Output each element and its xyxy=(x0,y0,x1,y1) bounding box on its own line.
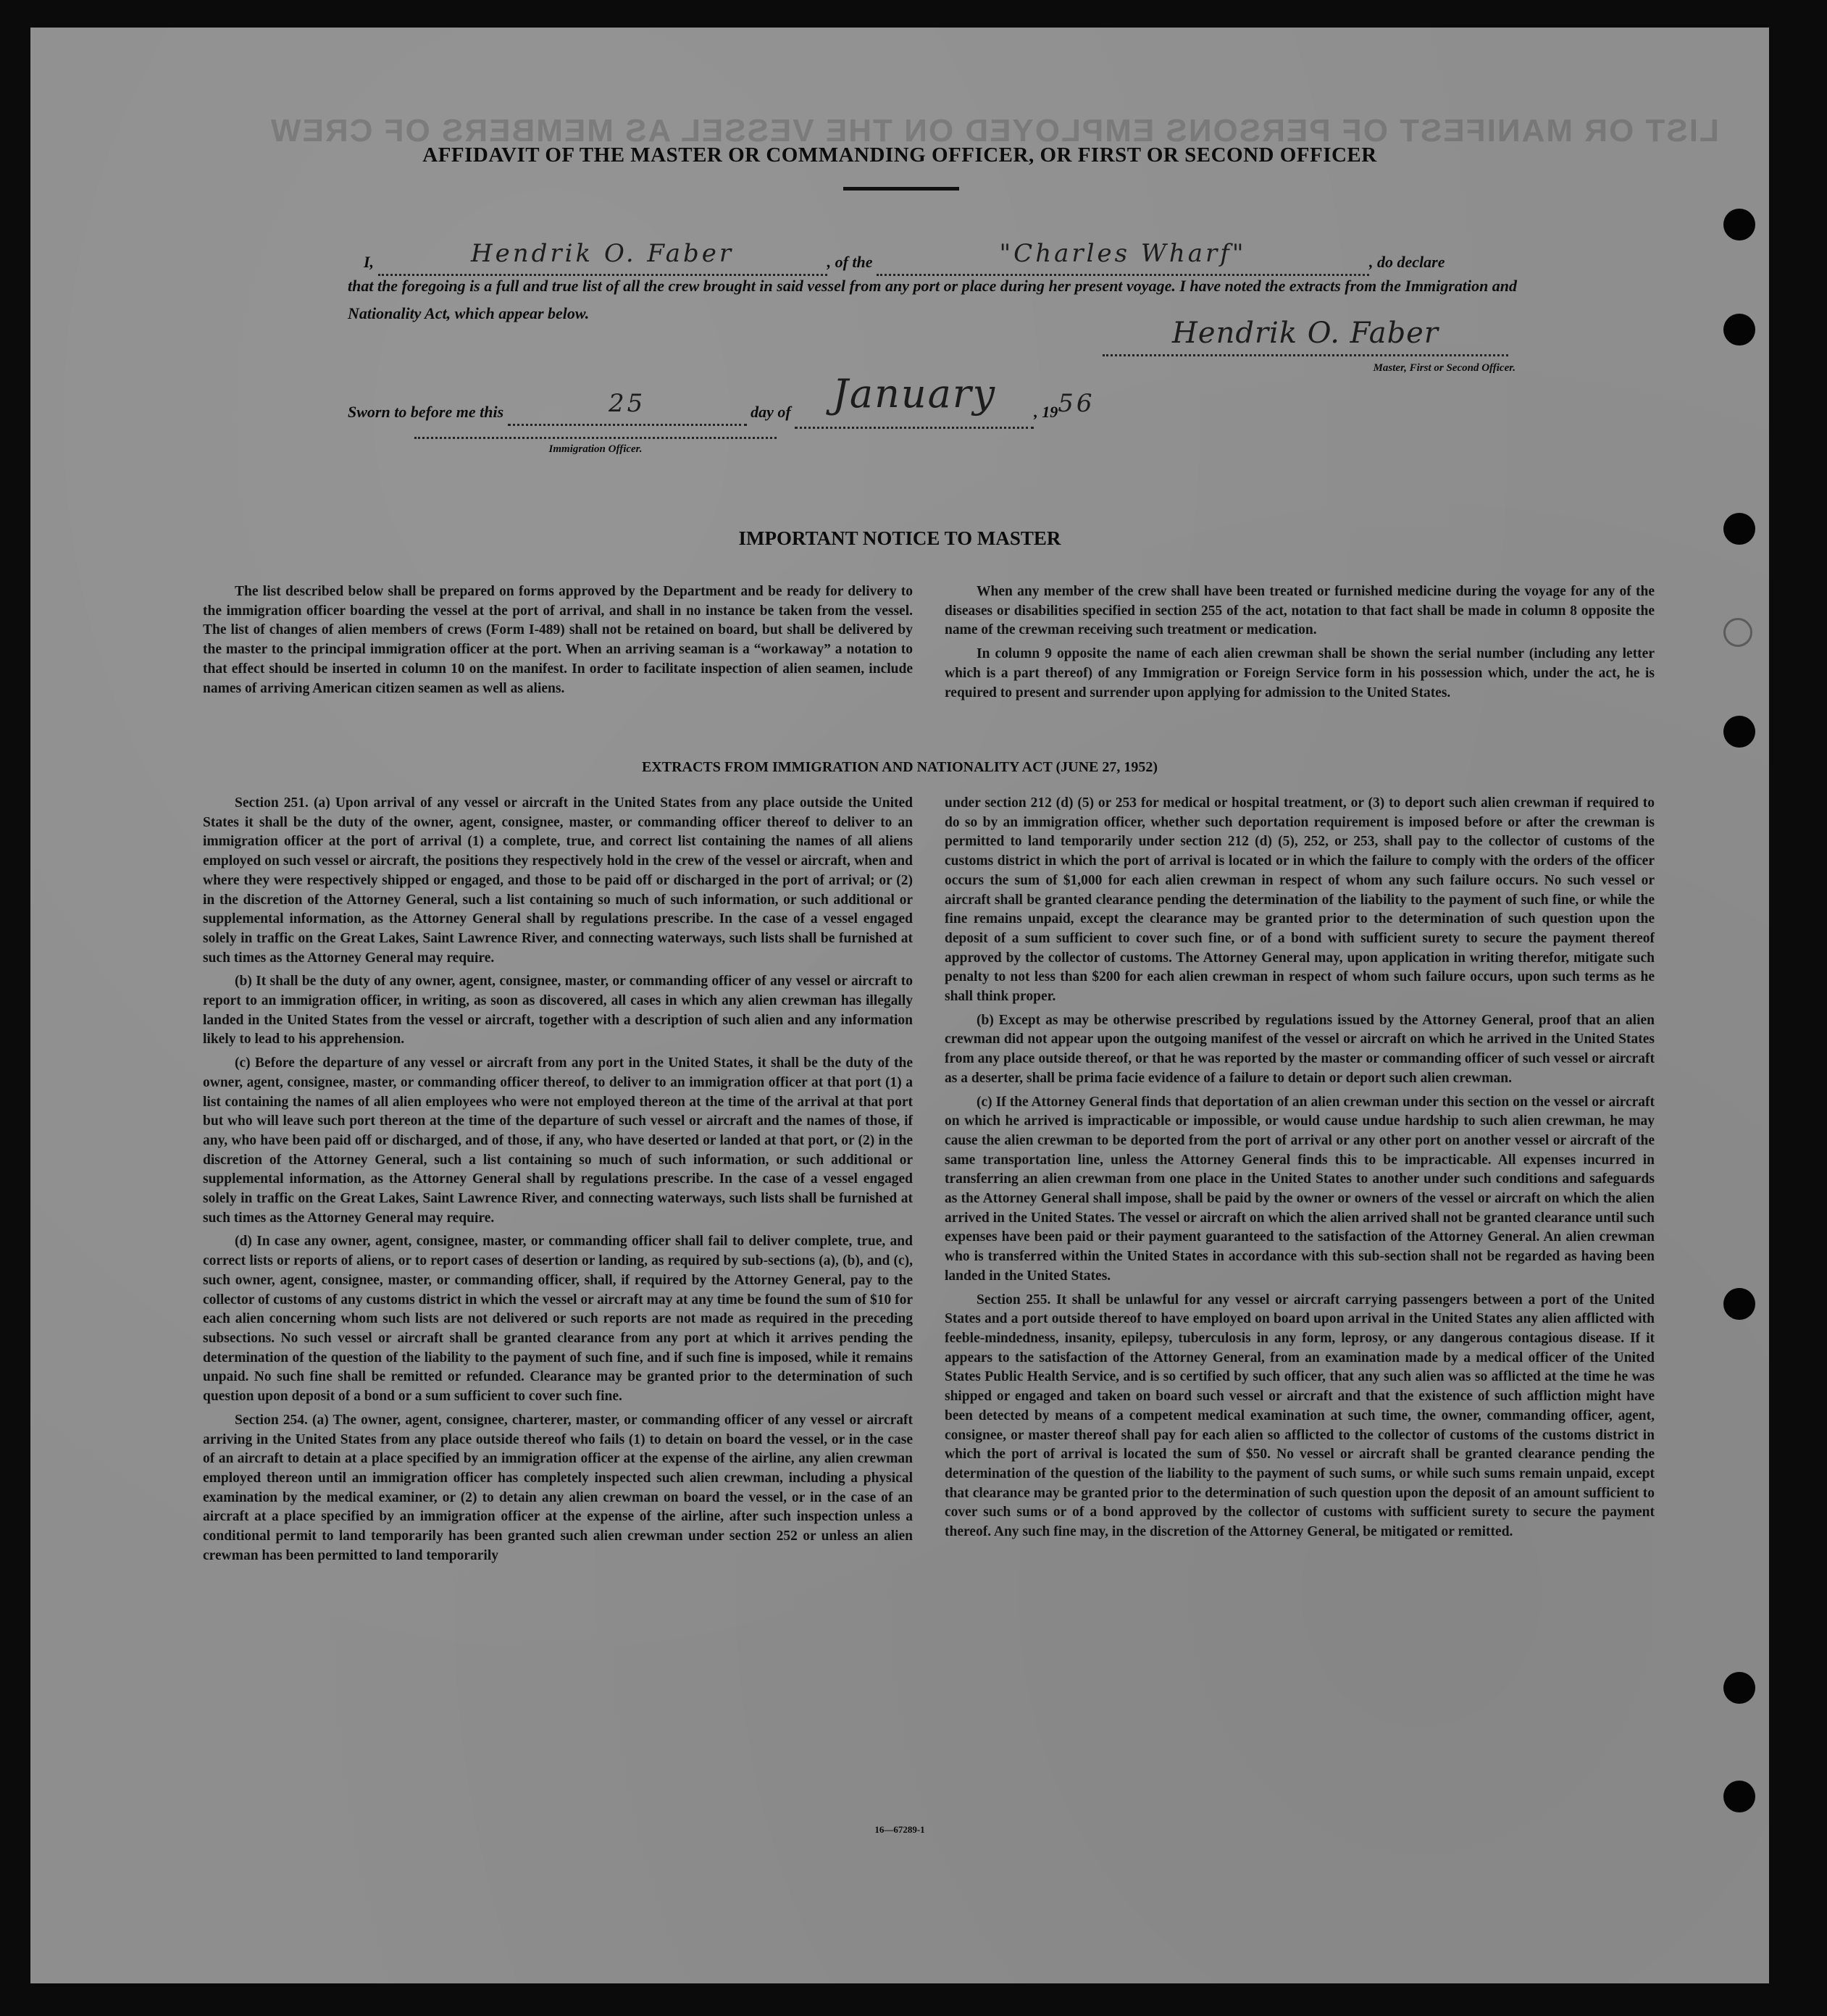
sworn-label: Sworn to before me this xyxy=(348,403,504,421)
of-the-label: , of the xyxy=(827,253,873,271)
sworn-year: 56 xyxy=(1058,389,1095,418)
master-name: Hendrik O. Faber xyxy=(470,239,735,268)
extracts-title: EXTRACTS FROM IMMIGRATION AND NATIONALITY ACT (JUNE 27, 1952) xyxy=(641,759,1158,775)
sworn-month: January xyxy=(832,371,997,417)
sworn-month-field xyxy=(795,371,1034,429)
master-signature-line xyxy=(1103,314,1508,356)
extract-paragraph: (d) In case any owner, agent, consignee, master, or commanding officer shall fail to deliver complete, true, and correct lists or reports of aliens, or to report cases of desertion or landing, as required by sub-sections (a), (b), and (c), such owner, agent, consignee, master, or commanding officer, shall, if required by the Attorney General, pay to the collector of customs of any customs district in which the vessel or aircraft may at any time be found the sum of $10 for each alien concerning whom such lists are not delivered or such reports are not made as required in the preceding subsections. No such vessel or aircraft shall be granted clearance from any port at which it arrives pending the determination of the question of the liability to the payment of such fine, and if such fine is imposed, while it remains unpaid. No such fine shall be remitted or refunded. Clearance may be granted prior to the determination of such question upon deposit of a bond or a sum sufficient to cover such fine. xyxy=(203,1234,913,1405)
form-number: 16—67289-1 xyxy=(874,1824,925,1835)
vessel-name: "Charles Wharf" xyxy=(999,239,1247,268)
extract-paragraph: Section 255. It shall be unlawful for any vessel or aircraft carrying passengers between a port of the United States and a port outside thereof to have employed on board upon arrival in the United States any alien afflicted with feeble-mindedness, insanity, epilepsy, tuberculosis in any form, leprosy, or any dangerous contagious disease. If it appears to the satisfaction of the Attorney General, from an examination made by a medical officer of the United States Public Health Service, and is so certified by such officer, that any such alien was so afflicted at the time he was shipped or engaged and taken on board such vessel or aircraft and that the existence of such affliction might have been detected by means of a competent medical examination at such time, the owner, commanding officer, agent, consignee, or master thereof shall pay for each alien so afflicted to the collector of customs of the customs district in which the port of arrival is located the sum of $50. No vessel or aircraft shall be granted clearance pending the determination of the question of the liability to the payment of such sums, or while such sums remain unpaid, except that clearance may be granted prior to the determination of such question upon the deposit of an amount sufficient to cover such sums or of a bond approved by the collector of customs with sufficient surety to secure the payment thereof. Any such fine may, in the discretion of the Attorney General, be mitigated or remitted. xyxy=(945,1292,1655,1540)
i-label: I, xyxy=(364,253,375,271)
notice-title: IMPORTANT NOTICE TO MASTER xyxy=(738,527,1061,549)
punch-hole xyxy=(1723,716,1755,748)
extract-paragraph: (b) Except as may be otherwise prescribed by regulations issued by the Attorney General, proof that an alien crewman did not appear upon the outgoing manifest of the vessel or aircraft on which he arrived in the United States from any place outside thereof, or that he was reported by the master or commanding officer of such vessel or aircraft as a deserter, shall be prima facie evidence of a failure to detain or deport such alien crewman. xyxy=(945,1012,1655,1086)
punch-hole xyxy=(1723,314,1755,346)
extract-paragraph: Section 254. (a) The owner, agent, consignee, charterer, master, or commanding officer of any vessel or aircraft arriving in the United States from any place outside thereof who fails (1) to detain on board the vessel, or in the case of an aircraft to detain at a place specified by an immigration officer at the expense of the airline, any alien crewman employed thereon until an immigration officer has completely inspected such alien crewman, including a physical examination by the medical examiner, or (2) to detain any alien crewman on board the vessel, or in the case of an aircraft at a place specified by an immigration officer at the expense of the airline, after such inspection unless a conditional permit to land temporarily has been granted such alien crewman under section 252 or unless an alien crewman has been permitted to land temporarily xyxy=(203,1412,913,1563)
notice-left-column xyxy=(203,582,913,703)
day-of-label: day of xyxy=(751,403,791,421)
document-page xyxy=(30,28,1769,1983)
sworn-day-field xyxy=(508,389,747,426)
signature-caption: Master, First or Second Officer. xyxy=(1373,362,1515,374)
master-name-field xyxy=(378,239,827,276)
bleed-through-text: LIST OR MANIFEST OF PERSONS EMPLOYED ON THE VESSEL AS MEMBERS OF CREW xyxy=(269,113,1719,149)
vessel-name-field xyxy=(877,239,1369,276)
punch-hole xyxy=(1723,209,1755,241)
notice-paragraph: When any member of the crew shall have been treated or furnished medicine during the voyage for any of the diseases or disabilities specified in section 255 of the act, notation to that fact shall be made in column 8 opposite the name of the crewman receiving such treatment or medication. xyxy=(945,584,1655,638)
affidavit-title: AFFIDAVIT OF THE MASTER OR COMMANDING OFFICER, OR FIRST OR SECOND OFFICER xyxy=(422,143,1377,167)
punch-hole xyxy=(1723,1288,1755,1320)
do-declare-label: , do declare xyxy=(1369,253,1445,271)
notice-paragraph: The list described below shall be prepared on forms approved by the Department and be ready for delivery to the immigration officer boarding the vessel at the port of arrival, and shall in no instance be taken from the vessel. The list of changes of alien members of crews (Form I-489) shall not be retained on board, but shall be delivered by the master to the principal immigration officer at the port. When an arriving seaman is a “workaway” a notation to that effect should be inserted in column 10 on the manifest. In order to facilitate inspection of alien seamen, include names of arriving American citizen seamen as well as aliens. xyxy=(203,584,913,696)
immigration-officer-line xyxy=(414,437,777,439)
extract-paragraph: (c) Before the departure of any vessel or aircraft from any port in the United States, it shall be the duty of the owner, agent, consignee, master, or commanding officer thereof, to deliver to an immigration officer at that port (1) a list containing the names of all alien employees who were not employed thereon at the time of the arrival at that port but who will leave such port thereon at the time of the departure of such vessel or aircraft and the names of those, if any, who have been paid off or discharged, and of those, if any, who have deserted or landed at that port, or (2) in the discretion of the Attorney General, such a list containing so much of such information, or such additional or supplemental information, as the Attorney General shall by regulations prescribe. In the case of a vessel engaged solely in traffic on the Great Lakes, Saint Lawrence River, and connecting waterways, such lists shall be furnished at such times as the Attorney General may require. xyxy=(203,1055,913,1226)
punch-hole xyxy=(1723,618,1752,647)
notice-paragraph: In column 9 opposite the name of each alien crewman shall be shown the serial number (including any letter which is a part thereof) of any Immigration or Foreign Service form in his possession which, under the act, he is required to present and surrender upon applying for admission to the United States. xyxy=(945,646,1655,700)
punch-hole xyxy=(1723,1781,1755,1812)
extract-paragraph: Section 251. (a) Upon arrival of any vessel or aircraft in the United States from any place outside the United States it shall be the duty of the owner, agent, consignee, master, or commanding officer thereof to deliver to an immigration officer at the port of arrival (1) a complete, true, and correct list containing the names of all aliens employed on such vessel or aircraft, the positions they respectively hold in the crew of the vessel or aircraft, when and where they were respectively shipped or engaged, and those to be paid off or discharged in the port of arrival; or (2) in the discretion of the Attorney General, such a list containing so much of such information, or such additional or supplemental information, as the Attorney General shall by regulations prescribe. In the case of a vessel engaged solely in traffic on the Great Lakes, Saint Lawrence River, and connecting waterways, such lists shall be furnished at such times as the Attorney General may require. xyxy=(203,795,913,966)
sworn-day: 25 xyxy=(609,389,646,418)
extract-paragraph: under section 212 (d) (5) or 253 for medical or hospital treatment, or (3) to deport such alien crewman if required to do so by an immigration officer, whether such deportation requirement is imposed before or after the crewman is permitted to land temporarily under section 212 (d) (5), 252, or 253, shall pay to the collector of customs of the customs district in which the port of arrival is located or in which the failure to comply with the orders of the officer occurs the sum of $1,000 for each alien crewman in respect of whom any such failure occurs. No such vessel or aircraft shall be granted clearance pending the determination of the liability to the payment of such fine, or while the fine remains unpaid, except the clearance may be granted prior to the determination of such question upon the deposit of a sum sufficient to cover such fine, or of a bond with sufficient surety to secure the payment thereof approved by the collector of customs. The Attorney General may, upon application in writing therefor, mitigate such penalty to not less than $200 for each alien crewman in respect of whom such failure occurs, upon such terms as he shall think proper. xyxy=(945,795,1655,1005)
notice-right-column xyxy=(945,582,1655,707)
declaration-text: that the foregoing is a full and true list of all the crew brought in said vessel from any port or place during her present voyage. I have noted the extracts from the Immigration and Nationality Act, which appear below. xyxy=(348,277,1518,322)
extract-paragraph: (c) If the Attorney General finds that deportation of an alien crewman under this section on the vessel or aircraft on which he arrived is impracticable or impossible, or would cause undue hardship to such alien crewman, he may cause the alien crewman to be deported from the port of arrival or any other port on another vessel or aircraft of the same transportation line, unless the Attorney General finds this to be impracticable. All expenses incurred in transferring an alien crewman from one place in the United States to another under such conditions and safeguards as the Attorney General shall impose, shall be paid by the owner or owners of the vessel or aircraft on which the alien arrived in the United States. The vessel or aircraft on which the alien arrived shall not be granted clearance until such expenses have been paid or their payment guaranteed to the satisfaction of the Attorney General. An alien crewman who is transferred within the United States in accordance with this sub-section shall not be regarded as having been landed in the United States. xyxy=(945,1094,1655,1284)
extracts-right-column xyxy=(945,794,1655,1547)
extract-paragraph: (b) It shall be the duty of any owner, agent, consignee, master, or commanding officer of any vessel or aircraft to report to an immigration officer, in writing, as soon as discovered, all cases in which any alien crewman has illegally landed in the United States from the vessel or aircraft, together with a description of such alien and any information likely to lead to his apprehension. xyxy=(203,974,913,1047)
extracts-left-column xyxy=(203,794,913,1570)
sworn-line xyxy=(348,371,1217,429)
master-signature: Hendrik O. Faber xyxy=(1172,317,1439,350)
year-prefix: , 19 xyxy=(1034,403,1058,421)
title-rule xyxy=(843,187,959,191)
declaration-line xyxy=(364,239,1494,276)
immigration-officer-caption: Immigration Officer. xyxy=(548,443,643,455)
punch-hole xyxy=(1723,1672,1755,1704)
